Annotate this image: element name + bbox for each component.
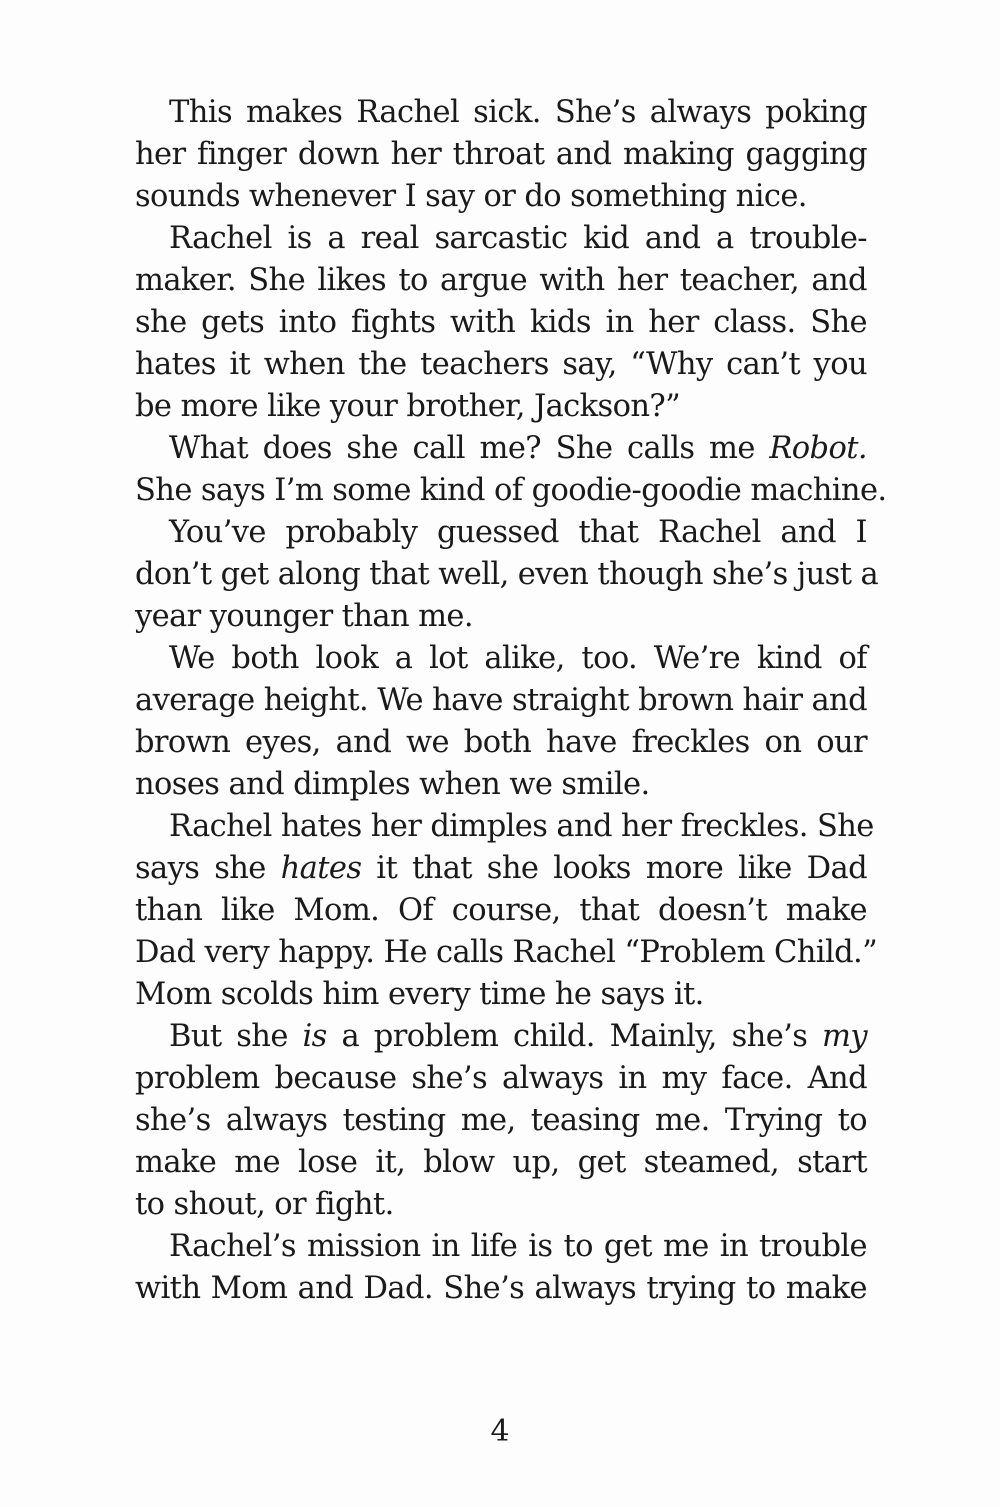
text-line: to shout, or fight. [135, 1187, 394, 1222]
text-line [135, 848, 867, 890]
text-line: sounds whenever I say or do something nice. [135, 179, 807, 214]
body-text [135, 92, 887, 1310]
text-line: make me lose it, blow up, get steamed, start [135, 1145, 867, 1180]
text-line: noses and dimples when we smile. [135, 767, 650, 802]
text-fragment: What does she call me? She calls me [169, 431, 770, 466]
text-line: her finger down her throat and making gagging [135, 137, 867, 172]
text-line: Rachel’s mission in life is to get me in trouble [169, 1229, 867, 1264]
text-line [135, 1016, 867, 1058]
text-line: with Mom and Dad. She’s always trying to make [135, 1271, 867, 1306]
text-line: Dad very happy. He calls Rachel “Problem Child.” [135, 935, 878, 970]
text-line: year younger than me. [135, 599, 473, 634]
text-line: You’ve probably guessed that Rachel and I [169, 515, 867, 550]
text-line: average height. We have straight brown hair and [135, 683, 867, 718]
text-fragment: says she [135, 851, 281, 886]
emphasized-word: hates [280, 851, 362, 886]
text-fragment: a problem child. Mainly, she’s [326, 1019, 823, 1054]
text-line: We both look a lot alike, too. We’re kind of [169, 641, 867, 676]
text-line: problem because she’s always in my face. And [135, 1061, 867, 1096]
text-line: Mom scolds him every time he says it. [135, 977, 704, 1012]
text-line: she gets into fights with kids in her class. She [135, 305, 867, 340]
text-line: than like Mom. Of course, that doesn’t make [135, 893, 867, 928]
text-line: she’s always testing me, teasing me. Trying to [135, 1103, 867, 1138]
text-line: maker. She likes to argue with her teacher, and [135, 263, 867, 298]
text-line: This makes Rachel sick. She’s always poking [169, 95, 867, 130]
text-fragment: But she [169, 1019, 303, 1054]
text-line: hates it when the teachers say, “Why can’t you [135, 347, 867, 382]
page-number: 4 [490, 1414, 510, 1449]
text-line: Rachel is a real sarcastic kid and a trouble- [169, 221, 867, 256]
emphasized-word: Robot. [769, 431, 867, 466]
text-line [135, 428, 867, 470]
emphasized-word: my [822, 1019, 867, 1054]
emphasized-word: is [302, 1019, 327, 1054]
text-line: She says I’m some kind of goodie-goodie machine. [135, 473, 887, 508]
text-line: brown eyes, and we both have freckles on our [135, 725, 867, 760]
text-line: be more like your brother, Jackson?” [135, 389, 681, 424]
text-line: don’t get along that well, even though she’s just a [135, 557, 879, 592]
text-fragment: it that she looks more like Dad [361, 851, 867, 886]
text-line: Rachel hates her dimples and her freckles. She [169, 809, 874, 844]
